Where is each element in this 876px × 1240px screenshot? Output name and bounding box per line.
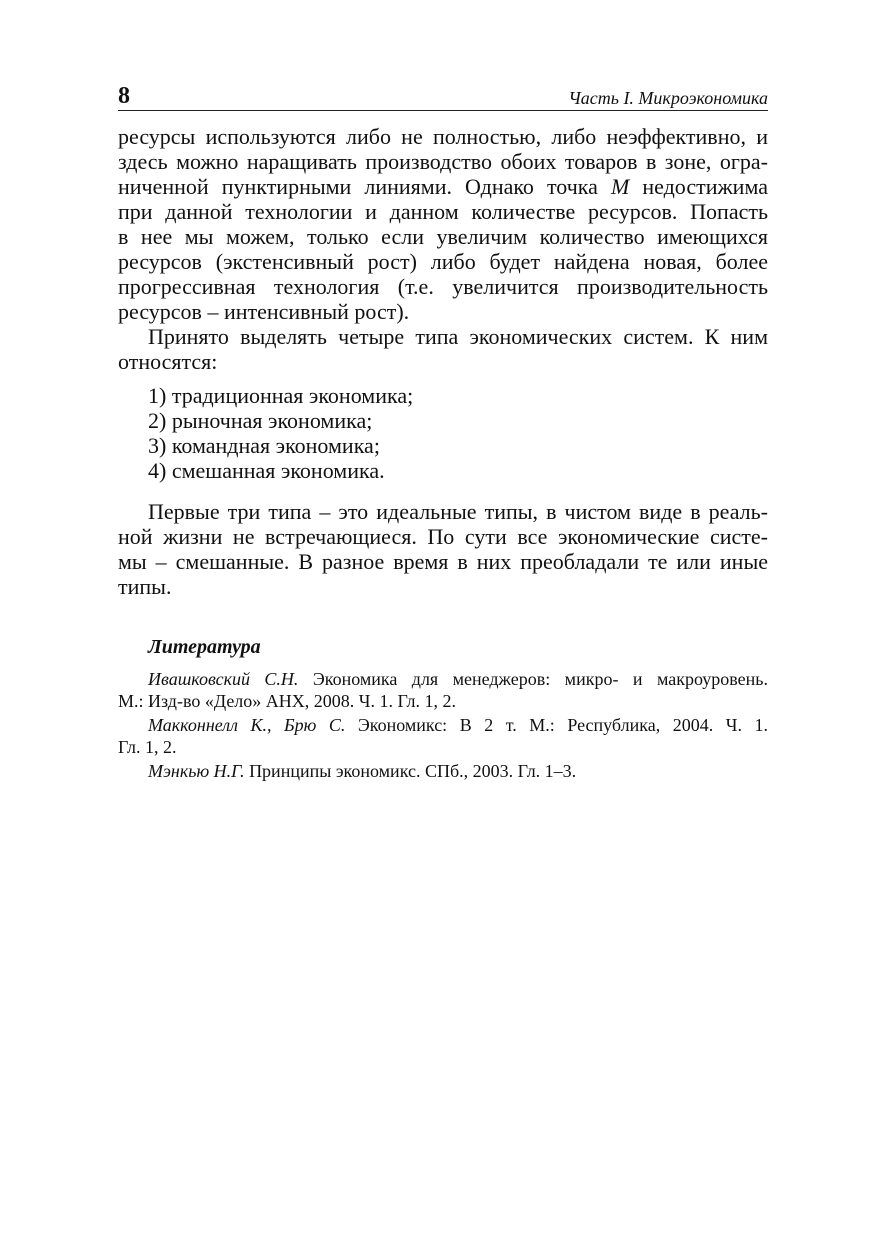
list-item: 1) традиционная экономика; <box>148 383 414 408</box>
reference-author: Ивашковский С.Н. <box>148 669 299 689</box>
text-line <box>118 714 768 736</box>
text-fragment: недостижима <box>629 174 768 199</box>
list-item: 2) рыночная экономика; <box>148 408 373 433</box>
text-line: при данной технологии и данном количестве ресурсов. Попасть <box>118 199 768 224</box>
text-line: Первые три типа – это идеальные типы, в чистом виде в реаль- <box>148 499 768 524</box>
literature-heading: Литература <box>148 636 261 658</box>
text-line: относятся: <box>118 349 218 374</box>
reference-text: Экономика для менеджеров: микро- и макроуровень. <box>298 669 768 689</box>
paragraph-2 <box>118 324 768 374</box>
reference-author: Макконнелл К., Брю С. <box>148 715 346 735</box>
text-line: ной жизни не встречающиеся. По сути все экономические систе- <box>118 524 768 549</box>
paragraph-3 <box>118 499 768 599</box>
reference-list <box>118 668 768 782</box>
point-label: M <box>610 174 630 199</box>
text-fragment: ниченной пунктирными линиями. Однако точка <box>118 174 611 199</box>
text-line <box>118 668 768 690</box>
page-number: 8 <box>118 83 130 109</box>
text-line <box>118 760 768 782</box>
text-line: М.: Изд-во «Дело» АНХ, 2008. Ч. 1. Гл. 1, 2. <box>118 691 457 711</box>
economic-systems-list <box>118 383 768 483</box>
reference-item <box>118 760 768 782</box>
text-line: прогрессивная технология (т.е. увеличится производительность <box>118 274 768 299</box>
text-line: ресурсов – интенсивный рост). <box>118 299 410 324</box>
text-line: здесь можно наращивать производство обоих товаров в зоне, огра- <box>118 149 768 174</box>
text-line: мы – смешанные. В разное время в них преобладали те или иные <box>118 549 768 574</box>
running-title: Часть I. Микроэкономика <box>568 88 768 108</box>
page-header <box>118 82 768 111</box>
list-item: 4) смешанная экономика. <box>148 458 385 483</box>
text-line: ресурсы используются либо не полностью, либо неэффективно, и <box>118 124 768 149</box>
reference-item <box>118 714 768 758</box>
reference-text: Экономикс: В 2 т. М.: Республика, 2004. Ч. 1. <box>345 715 768 735</box>
text-line: в нее мы можем, только если увеличим количество имеющихся <box>118 224 768 249</box>
text-line <box>118 174 768 199</box>
reference-author: Мэнкью Н.Г. <box>148 761 245 781</box>
page-content <box>118 124 768 784</box>
text-line: Гл. 1, 2. <box>118 737 177 757</box>
text-line: типы. <box>118 574 172 599</box>
reference-text: Принципы экономикс. СПб., 2003. Гл. 1–3. <box>244 761 577 781</box>
paragraph-1 <box>118 124 768 324</box>
list-item: 3) командная экономика; <box>148 433 380 458</box>
text-line: Принято выделять четыре типа экономических систем. К ним <box>148 324 768 349</box>
text-line: ресурсов (экстенсивный рост) либо будет найдена новая, более <box>118 249 768 274</box>
reference-item <box>118 668 768 712</box>
